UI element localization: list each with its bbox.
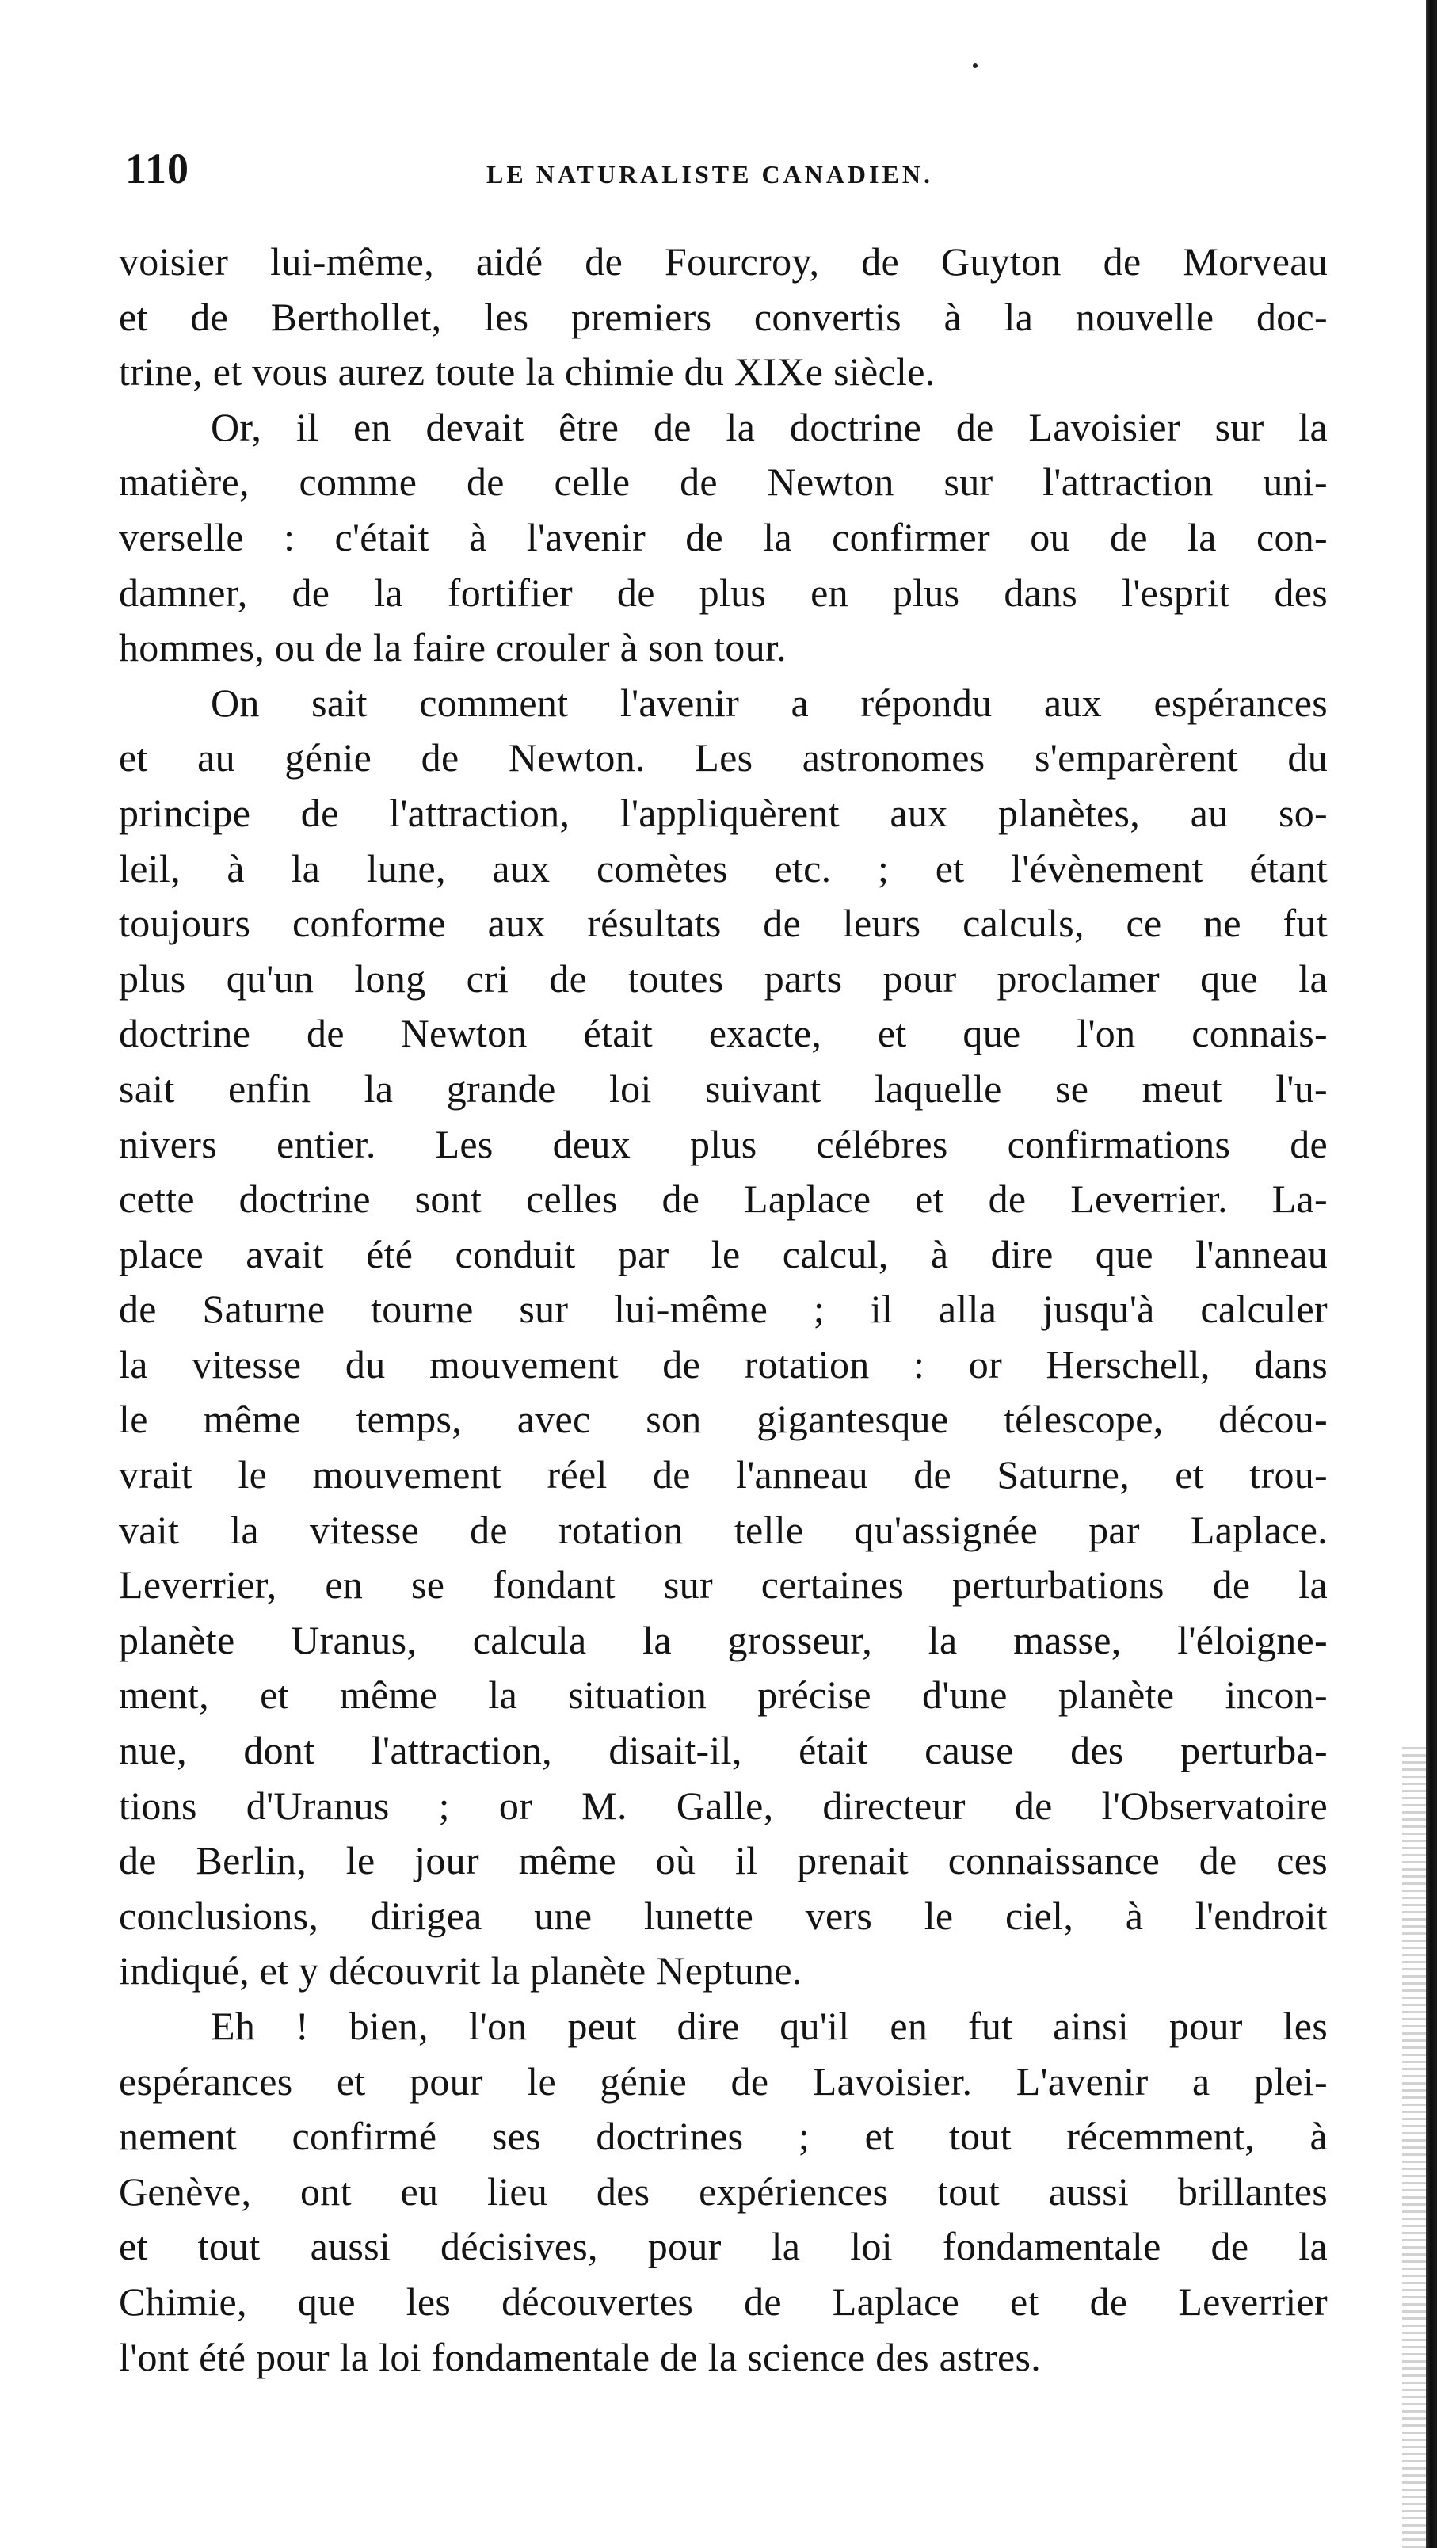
- running-head: LE NATURALISTE CANADIEN.: [486, 160, 933, 189]
- page-edge-shadow: [1426, 0, 1437, 2548]
- paragraph: [119, 235, 1328, 400]
- text-line: et tout aussi décisives, pour la loi fondamentale de la: [119, 2224, 1328, 2269]
- text-line: nivers entier. Les deux plus célébres confirmations de: [119, 1121, 1328, 1166]
- page-number: 110: [125, 145, 190, 193]
- page-header: [125, 141, 1012, 196]
- text-line: voisier lui-même, aidé de Fourcroy, de Guyton de Morveau: [119, 239, 1328, 284]
- text-line: indiqué, et y découvrit la planète Neptune.: [119, 1948, 802, 1993]
- page-edge-fringe: [1402, 1743, 1426, 2548]
- text-line: la vitesse du mouvement de rotation : or Herschell, dans: [119, 1341, 1328, 1387]
- text-line: plus qu'un long cri de toutes parts pour proclamer que la: [119, 956, 1328, 1001]
- text-line: Leverrier, en se fondant sur certaines perturbations de la: [119, 1562, 1328, 1608]
- text-line: principe de l'attraction, l'appliquèrent aux planètes, au so-: [119, 790, 1328, 835]
- text-line: damner, de la fortifier de plus en plus dans l'esprit des: [119, 570, 1328, 615]
- text-line: nue, dont l'attraction, disait-il, était cause des perturba-: [119, 1728, 1328, 1773]
- body-text: [119, 235, 1328, 2385]
- text-line: On sait comment l'avenir a répondu aux espérances: [211, 680, 1328, 725]
- text-line: Genève, ont eu lieu des expériences tout aussi brillantes: [119, 2168, 1328, 2214]
- text-line: et de Berthollet, les premiers convertis à la nouvelle doc-: [119, 294, 1328, 339]
- text-line: doctrine de Newton était exacte, et que l'on connais-: [119, 1011, 1328, 1056]
- text-line: vait la vitesse de rotation telle qu'assignée par Laplace.: [119, 1507, 1328, 1552]
- text-line: tions d'Uranus ; or M. Galle, directeur de l'Observatoire: [119, 1783, 1328, 1828]
- text-line: place avait été conduit par le calcul, à dire que l'anneau: [119, 1231, 1328, 1276]
- text-line: espérances et pour le génie de Lavoisier. L'avenir a plei-: [119, 2058, 1328, 2104]
- text-line: de Berlin, le jour même où il prenait connaissance de ces: [119, 1838, 1328, 1883]
- text-line: toujours conforme aux résultats de leurs calculs, ce ne fut: [119, 901, 1328, 946]
- text-line: verselle : c'était à l'avenir de la confirmer ou de la con-: [119, 514, 1328, 559]
- text-line: Chimie, que les découvertes de Laplace et de Leverrier: [119, 2279, 1328, 2324]
- text-line: cette doctrine sont celles de Laplace et de Leverrier. La-: [119, 1177, 1328, 1222]
- paragraph: [119, 1999, 1328, 2385]
- text-line: conclusions, dirigea une lunette vers le ciel, à l'endroit: [119, 1893, 1328, 1938]
- paragraph: [119, 400, 1328, 676]
- text-line: ment, et même la situation précise d'une planète incon-: [119, 1673, 1328, 1718]
- text-line: Or, il en devait être de la doctrine de Lavoisier sur la: [211, 404, 1328, 449]
- text-line: leil, à la lune, aux comètes etc. ; et l'évènement étant: [119, 845, 1328, 891]
- text-line: trine, et vous aurez toute la chimie du XIXe siècle.: [119, 349, 936, 395]
- text-line: de Saturne tourne sur lui-même ; il alla jusqu'à calculer: [119, 1287, 1328, 1332]
- text-line: matière, comme de celle de Newton sur l'attraction uni-: [119, 460, 1328, 505]
- ink-speck: [973, 63, 978, 68]
- text-line: le même temps, avec son gigantesque télescope, décou-: [119, 1397, 1328, 1442]
- text-line: nement confirmé ses doctrines ; et tout récemment, à: [119, 2114, 1328, 2159]
- text-line: vrait le mouvement réel de l'anneau de Saturne, et trou-: [119, 1452, 1328, 1497]
- text-line: sait enfin la grande loi suivant laquelle se meut l'u-: [119, 1066, 1328, 1111]
- paragraph: [119, 676, 1328, 1999]
- text-line: l'ont été pour la loi fondamentale de la science des astres.: [119, 2334, 1042, 2379]
- text-line: et au génie de Newton. Les astronomes s'emparèrent du: [119, 735, 1328, 780]
- text-line: hommes, ou de la faire crouler à son tour.: [119, 625, 787, 670]
- text-line: Eh ! bien, l'on peut dire qu'il en fut ainsi pour les: [211, 2004, 1328, 2048]
- text-line: planète Uranus, calcula la grosseur, la masse, l'éloigne-: [119, 1617, 1328, 1662]
